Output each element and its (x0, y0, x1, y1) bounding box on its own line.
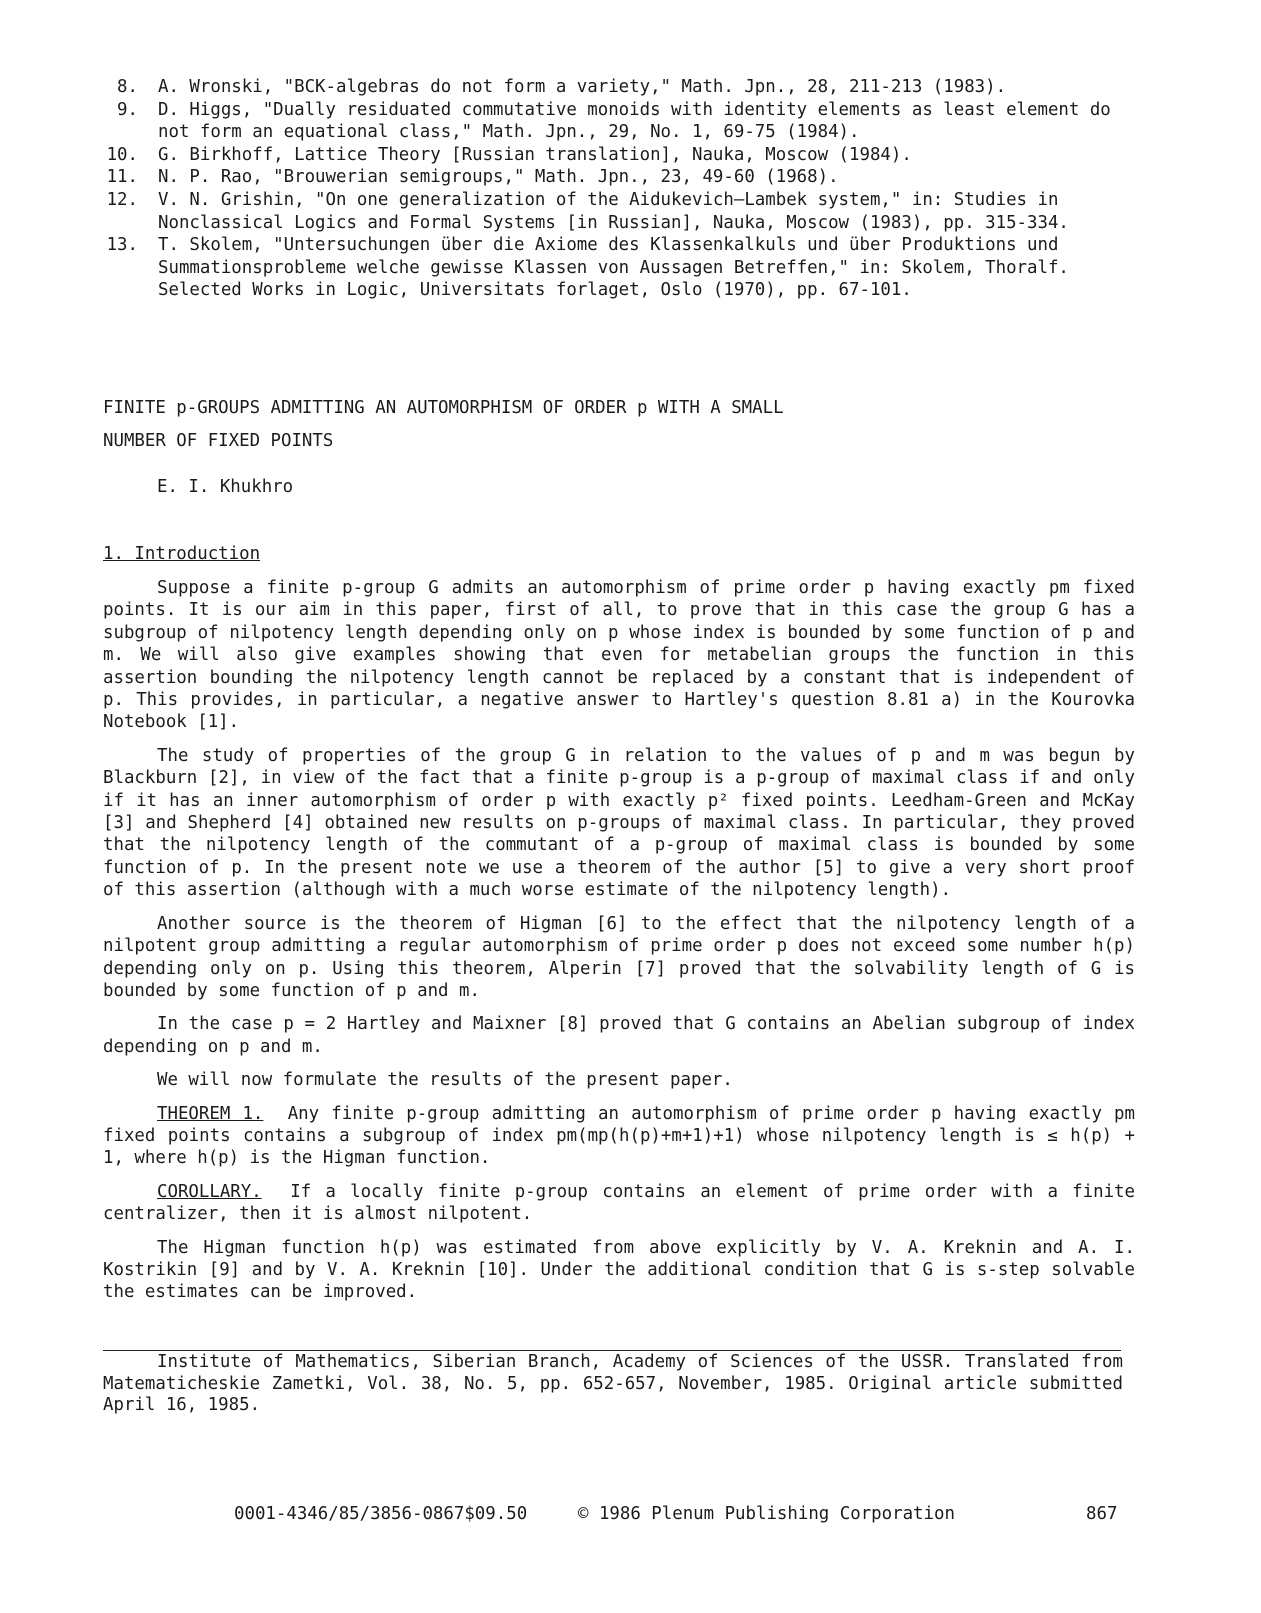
reference-item (104, 234, 1134, 302)
reference-number: 10. (106, 144, 138, 165)
reference-item (104, 166, 1134, 189)
footer-copyright: © 1986 Plenum Publishing Corporation (578, 1504, 955, 1524)
reference-text: N. P. Rao, "Brouwerian semigroups," Math. Jpn., 23, 49-60 (1968). (158, 167, 839, 188)
page-number: 867 (1086, 1504, 1118, 1524)
reference-list (104, 76, 1134, 302)
paragraph-3: Another source is the theorem of Higman [6] to the effect that the nilpotency length of a nilpotent group admitting a regular automorphism of prime order p does not exceed some number h(p) depending only on p. Using this theorem, Alperin [7] proved that the solvability length of G is bounded by some function of p and m. (103, 913, 1135, 1001)
reference-text: D. Higgs, "Dually residuated commutative monoids with identity elements as least element do not form an equational class," Math. Jpn., 29, No. 1, 69-75 (1984). (158, 99, 1111, 143)
corollary-text: If a locally finite p-group contains an element of prime order with a finite centralizer, then it is almost nilpotent. (103, 1181, 1135, 1225)
reference-item (104, 189, 1134, 234)
reference-number: 13. (106, 235, 138, 256)
reference-item (104, 144, 1134, 167)
reference-item (104, 99, 1134, 144)
corollary-paragraph (103, 1181, 1135, 1226)
paragraph-2: The study of properties of the group G in relation to the values of p and m was begun by Blackburn [2], in view of the fact that a finite p-group is a p-group of maximal class if and only if it has an inner automorphism of order p with exactly p² fixed points. Leedham-Green and McKay [3] and Shepherd [4] obtained new results on p-groups of maximal class. In particular, they proved that the nilpotency length of the commutant of a p-group of maximal class is bounded by some function of p. In the present note we use a theorem of the author [5] to give a very short proof of this assertion (although with a much worse estimate of the nilpotency length). (103, 745, 1135, 901)
article-title-line-1: FINITE p-GROUPS ADMITTING AN AUTOMORPHISM OF ORDER p WITH A SMALL (103, 398, 784, 418)
paragraph-5: We will now formulate the results of the present paper. (157, 1070, 733, 1091)
reference-number: 8. (117, 77, 138, 97)
reference-number: 9. (117, 99, 138, 120)
paragraph-4: In the case p = 2 Hartley and Maixner [8] proved that G contains an Abelian subgroup of index depending on p and m. (103, 1014, 1135, 1057)
paragraph-1: Suppose a finite p-group G admits an automorphism of prime order p having exactly pm fixed points. It is our aim in this paper, first of all, to prove that in this case the group G has a subgroup of nilpotency length depending only on p whose index is bounded by some function of p and m. We will also give examples showing that even for metabelian groups the function in this assertion bounding the nilpotency length cannot be replaced by a constant that is independent of p. This provides, in particular, a negative answer to Hartley's question 8.81 a) in the Kourovka Notebook [1]. (103, 578, 1135, 733)
reference-item (104, 76, 1134, 99)
corollary-label: COROLLARY. (157, 1181, 262, 1202)
section-heading: 1. Introduction (103, 544, 261, 564)
theorem-text: Any finite p-group admitting an automorphism of prime order p having exactly pm fixed points contains a subgroup of index pm(mp(h(p)+m+1)+1) whose nilpotency length is ≤ h(p) + 1, where h(p) is the Higman function. (103, 1103, 1135, 1169)
footer-code: 0001-4346/85/3856-0867$09.50 (234, 1504, 528, 1524)
paragraph-6: The Higman function h(p) was estimated from above explicitly by V. A. Kreknin and A. I. Kostrikin [9] and by V. A. Kreknin [10]. Under the additional condition that G is s-step solvable the estimates can be improved. (103, 1237, 1135, 1303)
theorem-paragraph (103, 1103, 1135, 1170)
reference-text: T. Skolem, "Untersuchungen über die Axiome des Klassenkalkuls und über Produktions und Summationsprobleme welche gewisse Klassen von Aussagen Betreffen," in: Skolem, Thoralf. Selected Works in Logic, Universitats forlaget, Oslo (1970), pp. 67-101. (158, 235, 1069, 301)
reference-number: 11. (106, 167, 138, 188)
article-author: E. I. Khukhro (157, 477, 294, 497)
reference-text: A. Wronski, "BCK-algebras do not form a variety," Math. Jpn., 28, 211-213 (1983). (158, 77, 1007, 97)
article-title-line-2: NUMBER OF FIXED POINTS (103, 431, 334, 451)
footnote: Institute of Mathematics, Siberian Branch, Academy of Sciences of the USSR. Translated from Matematicheskie Zametki, Vol. 38, No. 5, pp. 652-657, November, 1985. Original article submitted April 16, 1985. (103, 1352, 1123, 1416)
reference-text: G. Birkhoff, Lattice Theory [Russian translation], Nauka, Moscow (1984). (158, 144, 912, 165)
theorem-label: THEOREM 1. (157, 1103, 264, 1124)
reference-text: V. N. Grishin, "On one generalization of the Aidukevich–Lambek system," in: Studies in Nonclassical Logics and Formal Systems [in Russian], Nauka, Moscow (1983), pp. 315-334. (158, 189, 1069, 233)
reference-number: 12. (106, 189, 138, 210)
article-body (103, 577, 1135, 1315)
footnote-divider (103, 1350, 1121, 1351)
